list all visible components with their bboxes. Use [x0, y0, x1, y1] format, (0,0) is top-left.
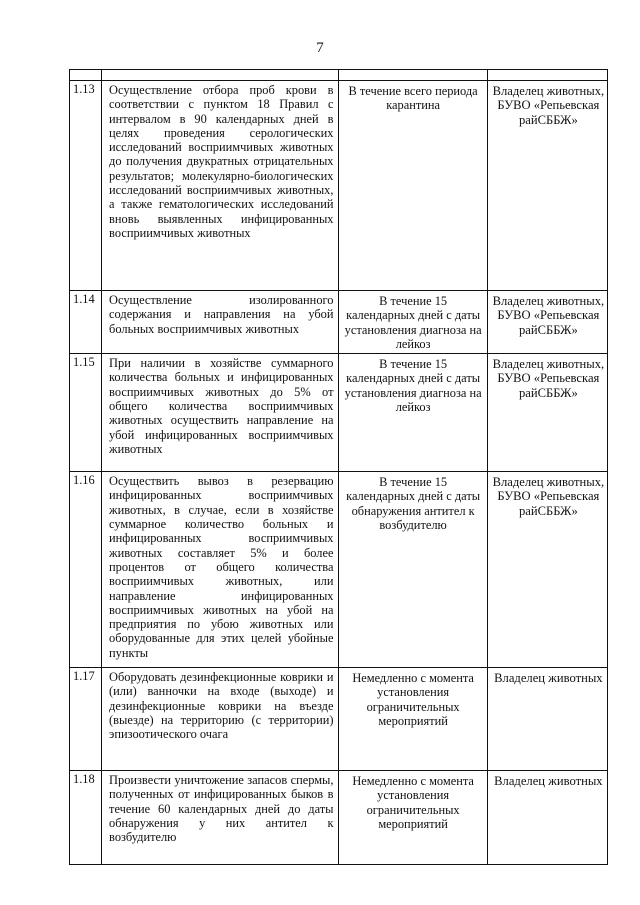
page-number: 7 — [316, 40, 324, 56]
row-number: 1.14 — [70, 291, 102, 354]
row-action: При наличии в хозяйстве суммарного количества больных и инфицированных восприимчивых животных до 5% от общего количества восприимчивых животных осуществить направление на убой инфицированных восприимчивых животных — [102, 354, 339, 472]
header-cell — [487, 70, 607, 81]
row-term: Немедленно с момента установления ограничительных мероприятий — [339, 668, 487, 771]
header-cell — [102, 70, 339, 81]
row-number: 1.13 — [70, 81, 102, 291]
row-number: 1.16 — [70, 472, 102, 668]
row-responsible: Владелец животных — [487, 771, 607, 865]
row-responsible: Владелец животных, БУВО «Репьевская райСББЖ» — [487, 81, 607, 291]
row-term: Немедленно с момента установления ограничительных мероприятий — [339, 771, 487, 865]
header-cell — [339, 70, 487, 81]
header-cell — [70, 70, 102, 81]
row-responsible: Владелец животных — [487, 668, 607, 771]
row-term: В течение 15 календарных дней с даты обнаружения антител к возбудителю — [339, 472, 487, 668]
table-row — [70, 81, 608, 291]
row-term: В течение всего периода карантина — [339, 81, 487, 291]
table-row — [70, 291, 608, 354]
row-responsible: Владелец животных, БУВО «Репьевская райСББЖ» — [487, 354, 607, 472]
row-action: Осуществление изолированного содержания и направления на убой больных восприимчивых животных — [102, 291, 339, 354]
row-number: 1.17 — [70, 668, 102, 771]
table-header-row — [70, 70, 608, 81]
row-number: 1.18 — [70, 771, 102, 865]
row-number: 1.15 — [70, 354, 102, 472]
row-term: В течение 15 календарных дней с даты установления диагноза на лейкоз — [339, 354, 487, 472]
table-row — [70, 668, 608, 771]
row-action: Произвести уничтожение запасов спермы, полученных от инфицированных быков в течение 60 календарных дней до даты обнаружения у них антител к возбудителю — [102, 771, 339, 865]
measures-table — [69, 69, 608, 859]
table-row — [70, 354, 608, 472]
row-responsible: Владелец животных, БУВО «Репьевская райСББЖ» — [487, 291, 607, 354]
row-action: Оборудовать дезинфекционные коврики и (или) ванночки на входе (выходе) и дезинфекционные коврики на въезде (выезде) на территорию (с территории) эпизоотического очага — [102, 668, 339, 771]
row-responsible: Владелец животных, БУВО «Репьевская райСББЖ» — [487, 472, 607, 668]
row-term: В течение 15 календарных дней с даты установления диагноза на лейкоз — [339, 291, 487, 354]
row-action: Осуществление отбора проб крови в соответствии с пунктом 18 Правил с интервалом в 90 календарных дней в целях проведения серологических исследований восприимчивых животных до получения двукратных отрицательных результатов; молекулярно-биологических исследований восприимчивых животных, а также гематологических исследований вновь выявленных инфицированных восприимчивых животных — [102, 81, 339, 291]
row-action: Осуществить вывоз в резервацию инфицированных восприимчивых животных, в случае, если в хозяйстве суммарное количество больных и инфицированных восприимчивых животных составляет 5% и более процентов от общего количества восприимчивых животных, или направление инфицированных восприимчивых животных на убой на предприятия по убою животных или оборудованные для этих целей убойные пункты — [102, 472, 339, 668]
table-row — [70, 771, 608, 865]
table-row — [70, 472, 608, 668]
